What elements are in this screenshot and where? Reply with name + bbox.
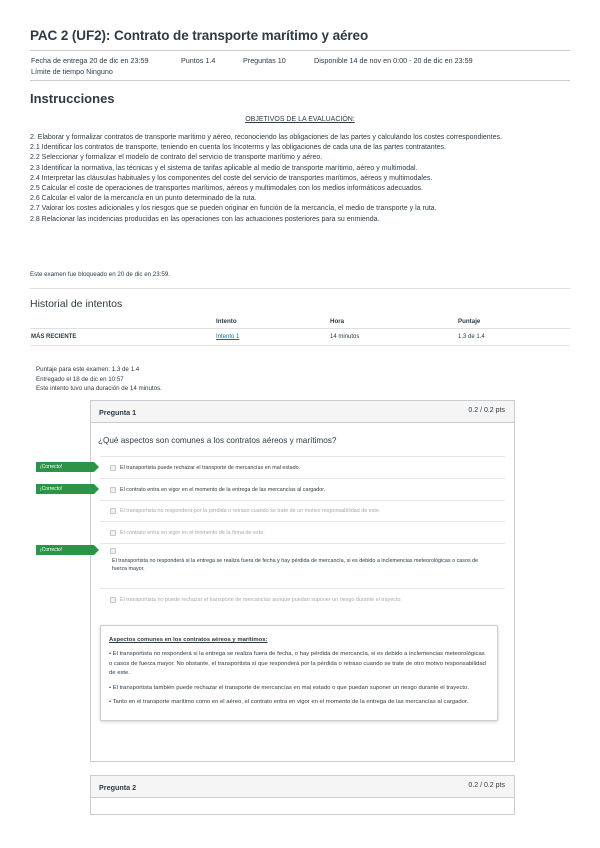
answer-text: El transportista no puede rechazar el transporte de mercancías aunque puedan suponer un riesgo durante el trayecto. <box>120 597 402 603</box>
row-label: MÁS RECIENTE <box>31 334 77 340</box>
submitted-line: Entregado el 18 de dic en 10:57 <box>36 375 124 383</box>
answer-text: El transportista no responderá si la entrega se realiza fuera de fecha y hay pérdida de mercancía, si es debido a inclemencias meteorológicas o casos de fuerza mayor. <box>112 558 479 572</box>
question-points: 0.2 / 0.2 pts <box>468 407 505 414</box>
due-date: Fecha de entrega 20 de dic en 23:59 <box>31 56 149 65</box>
checkbox[interactable] <box>110 548 116 554</box>
correct-tag: ¡Correcto! <box>36 462 94 472</box>
time-limit: Límite de tiempo Ninguno <box>31 67 113 76</box>
page-title: PAC 2 (UF2): Contrato de transporte marítimo y aéreo <box>30 28 369 43</box>
checkbox[interactable] <box>110 487 116 493</box>
answer-feedback <box>100 625 498 721</box>
question-name: Pregunta 2 <box>99 783 137 792</box>
question-2 <box>90 775 515 815</box>
divider <box>100 521 505 522</box>
attempt-time: 14 minutos <box>330 334 360 340</box>
checkbox[interactable] <box>110 465 116 471</box>
history-title: Historial de intentos <box>30 298 123 310</box>
checkbox[interactable] <box>110 508 116 514</box>
divider <box>100 478 505 479</box>
attempt-summary <box>36 365 162 394</box>
divider <box>30 328 570 329</box>
divider <box>100 588 505 589</box>
feedback-title: Aspectos comunes en los contratos aéreos y marítimos: <box>109 637 268 643</box>
availability: Disponible 14 de nov en 0:00 - 20 de dic en 23:59 <box>314 56 473 65</box>
score-line: Puntaje para este examen: 1.3 de 1.4 <box>36 366 140 373</box>
question-header <box>91 776 514 798</box>
answer-text: El transportista puede rechazar el transporte de mercancías en mal estado. <box>120 465 301 471</box>
objectives-list <box>30 133 570 225</box>
feedback-point: • El transportista no responderá si la entrega se realiza fuera de fecha, o hay pérdida de mercancía, si es debido a inclemencias meteorológicas o casos de fuerza mayor. No obstante, el transportista sí que responderá por la pérdida o retraso cuando se trate de otro motivo responsabilidad de este. <box>109 651 486 677</box>
answer-text: El contrato entra en vigor en el momento de la firma de este. <box>120 530 265 536</box>
divider <box>30 50 570 51</box>
answer-text: El contrato entra en vigor en el momento de la entrega de las mercancías al cargador. <box>120 487 326 493</box>
divider <box>100 543 505 544</box>
col-time: Hora <box>330 318 345 325</box>
divider <box>30 288 570 289</box>
duration-line: Este intento tuvo una duración de 14 minutos. <box>36 385 162 393</box>
objective-item: 2.5 Calcular el coste de operaciones de transportes marítimos, aéreos y multimodales con los medios informáticos adecuados. <box>30 185 423 193</box>
objective-item: 2.3 Identificar la normativa, las técnicas y el sistema de tarifas aplicable al medio de transporte marítimo, aéreo y multimodal. <box>30 164 418 172</box>
col-attempt: Intento <box>216 318 237 325</box>
objective-item: 2.8 Relacionar las incidencias producidas en las operaciones con las actuaciones posteriores para su enmienda. <box>30 215 380 223</box>
attempt-score: 1.3 de 1.4 <box>458 334 485 340</box>
feedback-point: • El transportista también puede rechazar el transporte de mercancías en mal estado o que puedan suponer un riesgo durante el trayecto. <box>109 684 469 691</box>
col-score: Puntaje <box>458 318 481 325</box>
question-text: ¿Qué aspectos son comunes a los contratos aéreos y marítimos? <box>98 436 337 445</box>
locked-notice: Este examen fue bloqueado en 20 de dic en 23:59. <box>30 271 171 278</box>
divider <box>100 500 505 501</box>
questions-count: Preguntas 10 <box>243 56 286 65</box>
feedback-point: • Tanto en el transporte marítimo como en el aéreo, el contrato entra en vigor en el momento de la entrega de las mercancías al cargador. <box>109 699 469 706</box>
instructions-title: Instrucciones <box>30 91 115 106</box>
checkbox[interactable] <box>110 530 116 536</box>
divider <box>100 456 505 457</box>
answer-text: El transportista no responderá por la pérdida o retraso cuando se trate de un motivo responsabilidad de este. <box>120 508 381 514</box>
objective-item: 2. Elaborar y formalizar contratos de transporte marítimo y aéreo, reconociendo las obligaciones de las partes y calculando los costes correspondientes. <box>30 134 502 141</box>
objective-item: 2.6 Calcular el valor de la mercancía en un punto determinado de la ruta. <box>30 195 257 203</box>
objective-item: 2.2 Seleccionar y formalizar el modelo de contrato del servicio de transporte marítimo y aéreo. <box>30 154 323 162</box>
divider <box>30 80 570 81</box>
attempt-link[interactable]: Intento 1 <box>216 334 240 340</box>
correct-tag: ¡Correcto! <box>36 545 94 555</box>
correct-tag: ¡Correcto! <box>36 484 94 494</box>
objectives-heading: OBJETIVOS DE LA EVALUACIÓN: <box>245 116 355 123</box>
divider <box>30 345 570 346</box>
objective-item: 2.1 Identificar los contratos de transporte, teniendo en cuenta los Incoterms y las obligaciones de cada una de las partes contratantes. <box>30 144 446 152</box>
checkbox[interactable] <box>110 597 116 603</box>
question-name: Pregunta 1 <box>99 408 137 417</box>
objective-item: 2.4 Interpretar las cláusulas habituales y los componentes del coste del servicio de transportes marítimos, aéreos y multimodales. <box>30 174 433 182</box>
question-header <box>91 401 514 423</box>
objective-item: 2.7 Valorar los costes adicionales y los riesgos que se pueden originar en función de la mercancía, el medio de transporte y la ruta. <box>30 205 437 213</box>
question-points: 0.2 / 0.2 pts <box>468 782 505 789</box>
points: Puntos 1.4 <box>181 56 216 65</box>
answer-option[interactable] <box>100 548 505 578</box>
